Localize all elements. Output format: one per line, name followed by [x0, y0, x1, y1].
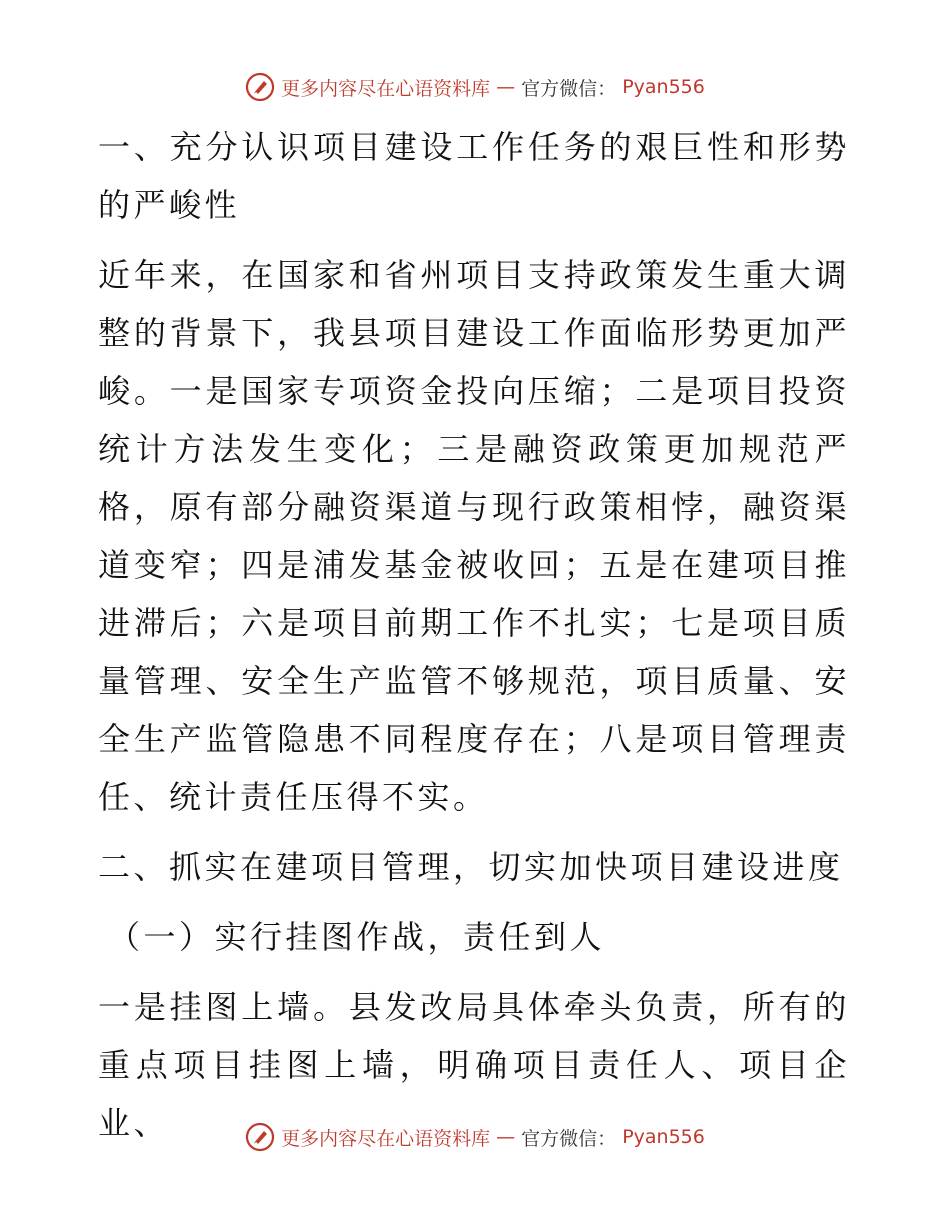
- body-paragraph-1: 近年来，在国家和省州项目支持政策发生重大调整的背景下，我县项目建设工作面临形势更加严峻。一是国家专项资金投向压缩；二是项目投资统计方法发生变化；三是融资政策更加规范严格，原有部分融资渠道与现行政策相悖，融资渠道变窄；四是浦发基金被收回；五是在建项目推进滞后；六是项目前期工作不扎实；七是项目质量管理、安全生产监管不够规范，项目质量、安全生产监管隐患不同程度存在；八是项目管理责任、统计责任压得不实。: [98, 256, 850, 816]
- watermark-wechat-id: Pyan556: [622, 1126, 705, 1148]
- section-heading-2: 二、抓实在建项目管理，切实加快项目建设进度: [98, 848, 844, 886]
- body-paragraph-2: 一是挂图上墙。县发改局具体牵头负责，所有的重点项目挂图上墙，明确项目责任人、项目企业、: [98, 988, 850, 1142]
- watermark-wechat-id: Pyan556: [622, 76, 705, 98]
- watermark-site-text: 更多内容尽在心语资料库: [281, 1127, 491, 1150]
- section-heading-1: 一、充分认识项目建设工作任务的艰巨性和形势的严峻性: [98, 128, 850, 224]
- watermark-separator: —: [496, 76, 516, 98]
- pen-nib-logo-icon: [245, 1122, 275, 1152]
- watermark-site-text: 更多内容尽在心语资料库: [281, 77, 491, 100]
- pen-nib-logo-icon: [245, 72, 275, 102]
- watermark-separator: —: [496, 1126, 516, 1148]
- watermark-wechat-label: 官方微信：: [521, 77, 617, 100]
- watermark-wechat-label: 官方微信：: [521, 1127, 617, 1150]
- document-body: [98, 118, 850, 1164]
- watermark-header: [0, 72, 950, 102]
- watermark-footer: [0, 1122, 950, 1152]
- subsection-heading-1: （一）实行挂图作战，责任到人: [108, 918, 606, 956]
